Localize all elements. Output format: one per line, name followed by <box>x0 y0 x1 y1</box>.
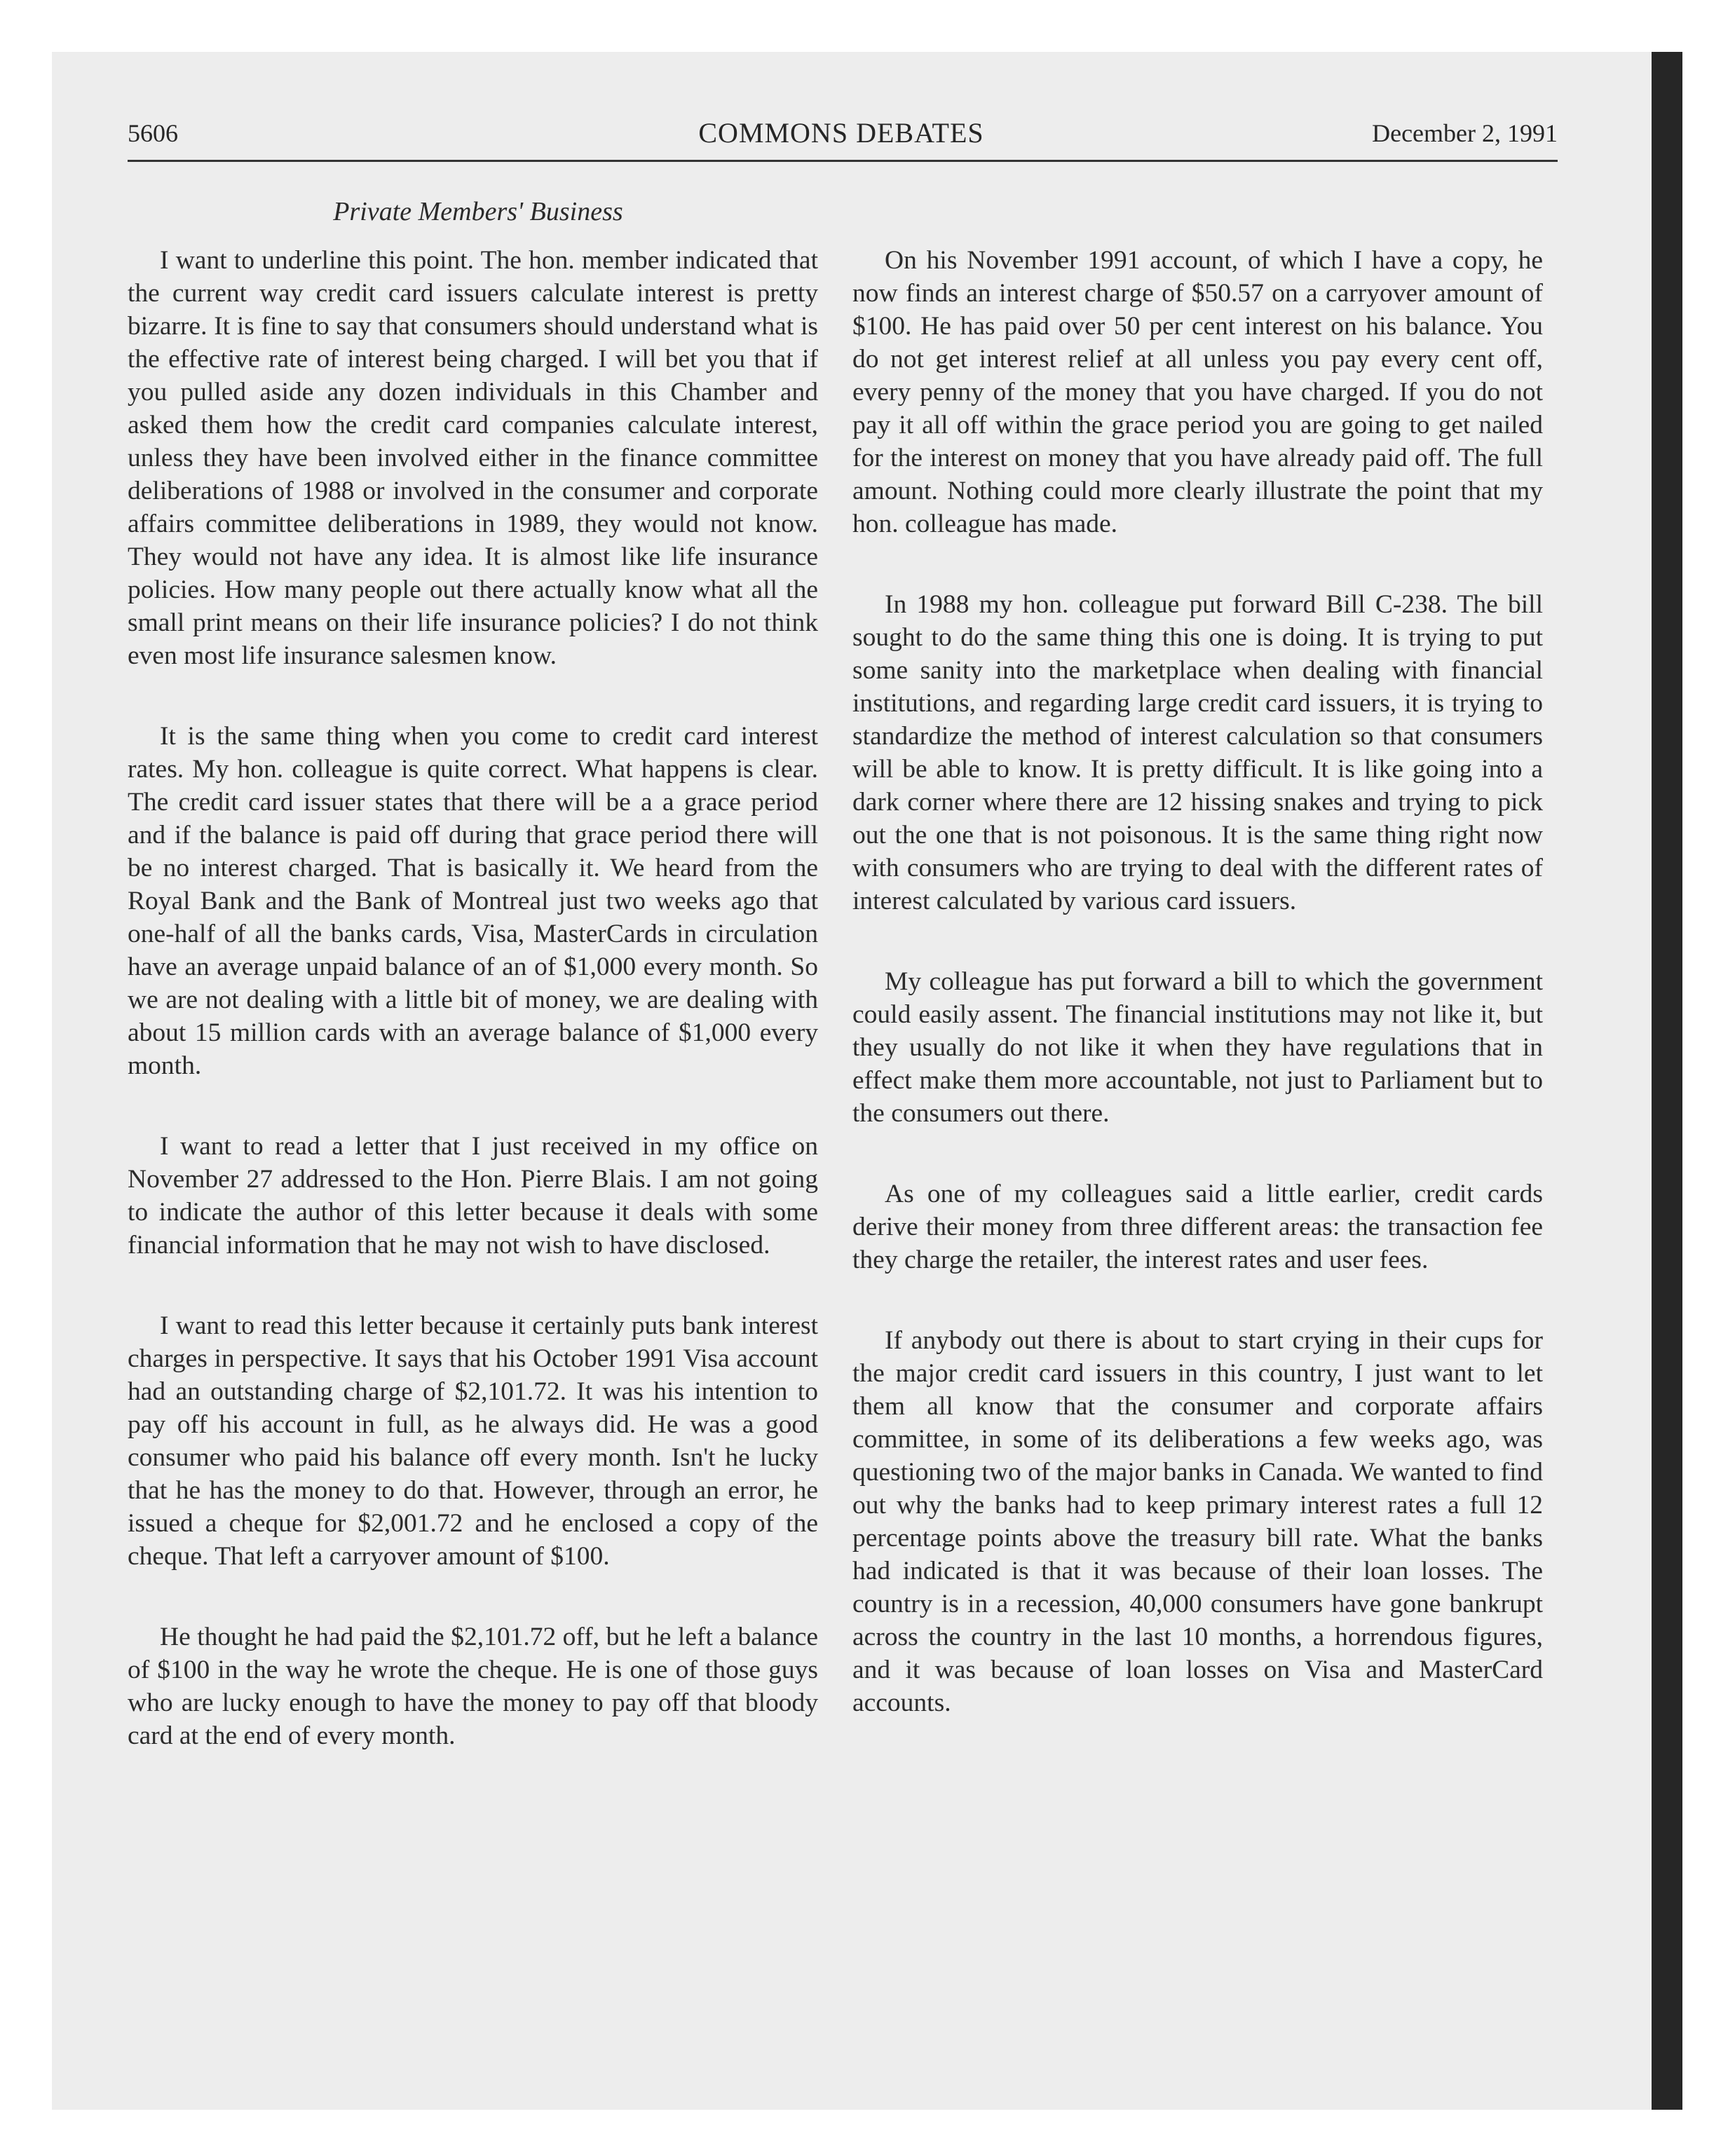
paragraph: On his November 1991 account, of which I have a copy, he now finds an interest charge of $50.57 on a carryover amount of $100. He has paid over 50 per cent interest on his balance. You do not get interest relief at all unless you pay every cent off, every penny of the money that you have charged. If you do not pay it all off within the grace period you are going to get nailed for the interest on money that you have already paid off. The full amount. Nothing could more clearly illustrate the point that my hon. colleague has made. <box>852 246 1543 538</box>
paragraph: If anybody out there is about to start crying in their cups for the major credit card issuers in this country, I just want to let them all know that the consumer and corporate affairs committee, in some of its deliberations a few weeks ago, was questioning two of the major banks in Canada. We wanted to find out why the banks had to keep primary interest rates a full 12 percentage points above the treasury bill rate. What the banks had indicated is that it was because of their loan losses. The country is in a recession, 40,000 consumers have gone bankrupt across the country in the last 10 months, a horrendous figures, and it was because of loan losses on Visa and MasterCard accounts. <box>852 1326 1543 1717</box>
publication-title: COMMONS DEBATES <box>698 117 984 149</box>
paragraph: In 1988 my hon. colleague put forward Bill C-238. The bill sought to do the same thing this one is doing. It is trying to put some sanity into the marketplace when dealing with financial institutions, and regarding large credit card issuers, it is trying to standardize the method of interest calculation so that consumers will be able to know. It is pretty difficult. It is like going into a dark corner where there are 12 hissing snakes and trying to pick out the one that is not poisonous. It is the same thing right now with consumers who are trying to deal with the different rates of interest calculated by various card issuers. <box>852 590 1543 915</box>
section-title: Private Members' Business <box>333 197 623 226</box>
paragraph: I want to underline this point. The hon. member indicated that the current way credit card issuers calculate interest is pretty bizarre. It is fine to say that consumers should understand what is the effective rate of interest being charged. I will bet you that if you pulled aside any dozen individuals in this Chamber and asked them how the credit card companies calculate interest, unless they have been involved either in the finance committee deliberations of 1988 or involved in the consumer and corporate affairs committee deliberations in 1989, they would not know. They would not have any idea. It is almost like life insurance policies. How many people out there actually know what all the small print means on their life insurance policies? I do not think even most life insurance salesmen know. <box>128 246 818 670</box>
right-column <box>852 244 1543 1767</box>
page-number: 5606 <box>128 119 178 147</box>
paragraph: I want to read a letter that I just received in my office on November 27 addressed to the Hon. Pierre Blais. I am not going to indicate the author of this letter because it deals with some financial information that he may not wish to have disclosed. <box>128 1132 818 1260</box>
paragraph: My colleague has put forward a bill to which the government could easily assent. The financial institutions may not like it, but they usually do not like it when they have regulations that in effect make them more accountable, not just to Parliament but to the consumers out there. <box>852 967 1543 1128</box>
left-column <box>128 244 818 1800</box>
paragraph: It is the same thing when you come to credit card interest rates. My hon. colleague is quite correct. What happens is clear. The credit card issuer states that there will be a a grace period and if the balance is paid off during that grace period there will be no interest charged. That is basically it. We heard from the Royal Bank and the Bank of Montreal just two weeks ago that one-half of all the banks cards, Visa, MasterCards in circulation have an average unpaid balance of an of $1,000 every month. So we are not dealing with a little bit of money, we are dealing with about 15 million cards with an average balance of $1,000 every month. <box>128 722 818 1080</box>
paragraph: He thought he had paid the $2,101.72 off, but he left a balance of $100 in the way he wrote the cheque. He is one of those guys who are lucky enough to have the money to pay off that bloody card at the end of every month. <box>128 1623 818 1750</box>
paragraph: As one of my colleagues said a little earlier, credit cards derive their money from three different areas: the transaction fee they charge the retailer, the interest rates and user fees. <box>852 1180 1543 1274</box>
header-rule <box>128 160 1558 162</box>
scan-edge-bar <box>1652 52 1682 2110</box>
paragraph: I want to read this letter because it certainly puts bank interest charges in perspective. It says that his October 1991 Visa account had an outstanding charge of $2,101.72. It was his intention to pay off his account in full, as he always did. He was a good consumer who paid his balance off every month. Isn't he lucky that he has the money to do that. However, through an error, he issued a cheque for $2,001.72 and he enclosed a copy of the cheque. That left a carryover amount of $100. <box>128 1311 818 1571</box>
publication-date: December 2, 1991 <box>1372 119 1558 147</box>
